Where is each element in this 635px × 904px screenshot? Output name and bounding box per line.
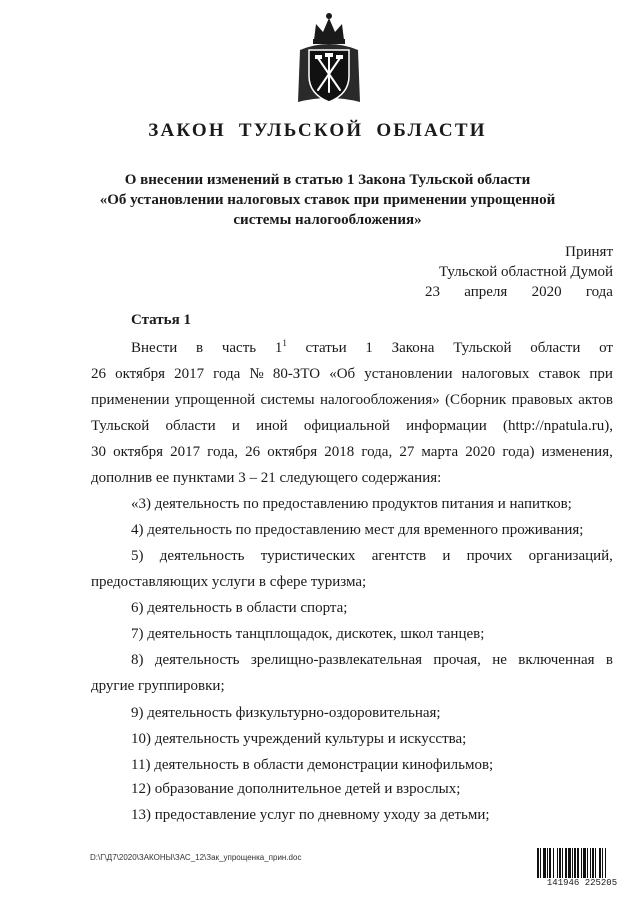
article-item-line: предоставляющих услуги в сфере туризма; bbox=[91, 574, 367, 590]
article-intro-line: дополнив ее пунктами 3 – 21 следующего содержания: bbox=[91, 470, 442, 486]
law-subject-line: «Об установлении налоговых ставок при применении упрощенной bbox=[99, 192, 556, 208]
intro-word: Внести bbox=[131, 340, 178, 356]
article-intro-line: 26 октября 2017 года № 80-ЗТО «Об установлении налоговых ставок при bbox=[91, 366, 613, 382]
law-title: ЗАКОН ТУЛЬСКОЙ ОБЛАСТИ bbox=[148, 120, 487, 141]
adoption-day: 23 bbox=[425, 284, 440, 300]
adoption-status: Принят bbox=[565, 244, 613, 260]
article-item-line: 4) деятельность по предоставлению мест для временного проживания; bbox=[131, 522, 584, 538]
tula-coat-of-arms-icon bbox=[294, 10, 364, 110]
superscript: 1 bbox=[282, 338, 287, 348]
intro-word: статьи bbox=[305, 340, 347, 356]
adoption-year: 2020 bbox=[531, 284, 562, 300]
law-subject-line: системы налогообложения» bbox=[233, 212, 422, 228]
article-item-line: 10) деятельность учреждений культуры и искусства; bbox=[131, 731, 467, 747]
article-intro-line: Тульской области и иной официальной информации (http://npatula.ru), bbox=[91, 418, 613, 434]
article-intro-line bbox=[131, 338, 613, 358]
intro-word: Закона bbox=[391, 340, 435, 356]
intro-word: в bbox=[196, 340, 204, 356]
article-item-line: 13) предоставление услуг по дневному уходу за детьми; bbox=[131, 807, 490, 823]
article-intro-line: 30 октября 2017 года, 26 октября 2018 года, 27 марта 2020 года) изменения, bbox=[91, 444, 613, 460]
intro-word: от bbox=[599, 340, 613, 356]
article-item-line: 7) деятельность танцплощадок, дискотек, школ танцев; bbox=[131, 626, 485, 642]
file-path: D:\Г\Д7\2020\ЗАКОНЫ\ЗАС_12\Зак_упрощенка_прин.doc bbox=[90, 853, 302, 862]
article-item-line: 9) деятельность физкультурно-оздоровительная; bbox=[131, 705, 441, 721]
intro-word: $1^1$ bbox=[274, 338, 287, 356]
article-item-line: 5) деятельность туристических агентств и прочих организаций, bbox=[131, 548, 613, 564]
article-intro-line: применении упрощенной системы налогообложения» (Сборник правовых актов bbox=[91, 392, 613, 408]
article-item-line: 6) деятельность в области спорта; bbox=[131, 600, 348, 616]
intro-word: области bbox=[530, 340, 581, 356]
article-heading: Статья 1 bbox=[131, 312, 191, 328]
adoption-month: апреля bbox=[464, 284, 508, 300]
article-item-line: 12) образование дополнительное детей и взрослых; bbox=[131, 781, 461, 797]
article-item-line: «3) деятельность по предоставлению продуктов питания и напитков; bbox=[131, 496, 572, 512]
intro-word: 1 bbox=[365, 340, 373, 356]
adoption-year-word: года bbox=[585, 284, 613, 300]
intro-word: часть bbox=[221, 340, 257, 356]
intro-word: Тульской bbox=[453, 340, 512, 356]
article-item-line: 8) деятельность зрелищно-развлекательная прочая, не включенная в bbox=[131, 652, 613, 668]
law-subject bbox=[90, 170, 565, 230]
barcode-number: 141946 225205 bbox=[536, 878, 628, 888]
law-subject-line: О внесении изменений в статью 1 Закона Тульской области bbox=[124, 172, 531, 188]
article-item-line: другие группировки; bbox=[91, 678, 225, 694]
adoption-date bbox=[425, 282, 613, 302]
article-item-line: 11) деятельность в области демонстрации кинофильмов; bbox=[131, 757, 494, 773]
adoption-body: Тульской областной Думой bbox=[438, 264, 613, 280]
